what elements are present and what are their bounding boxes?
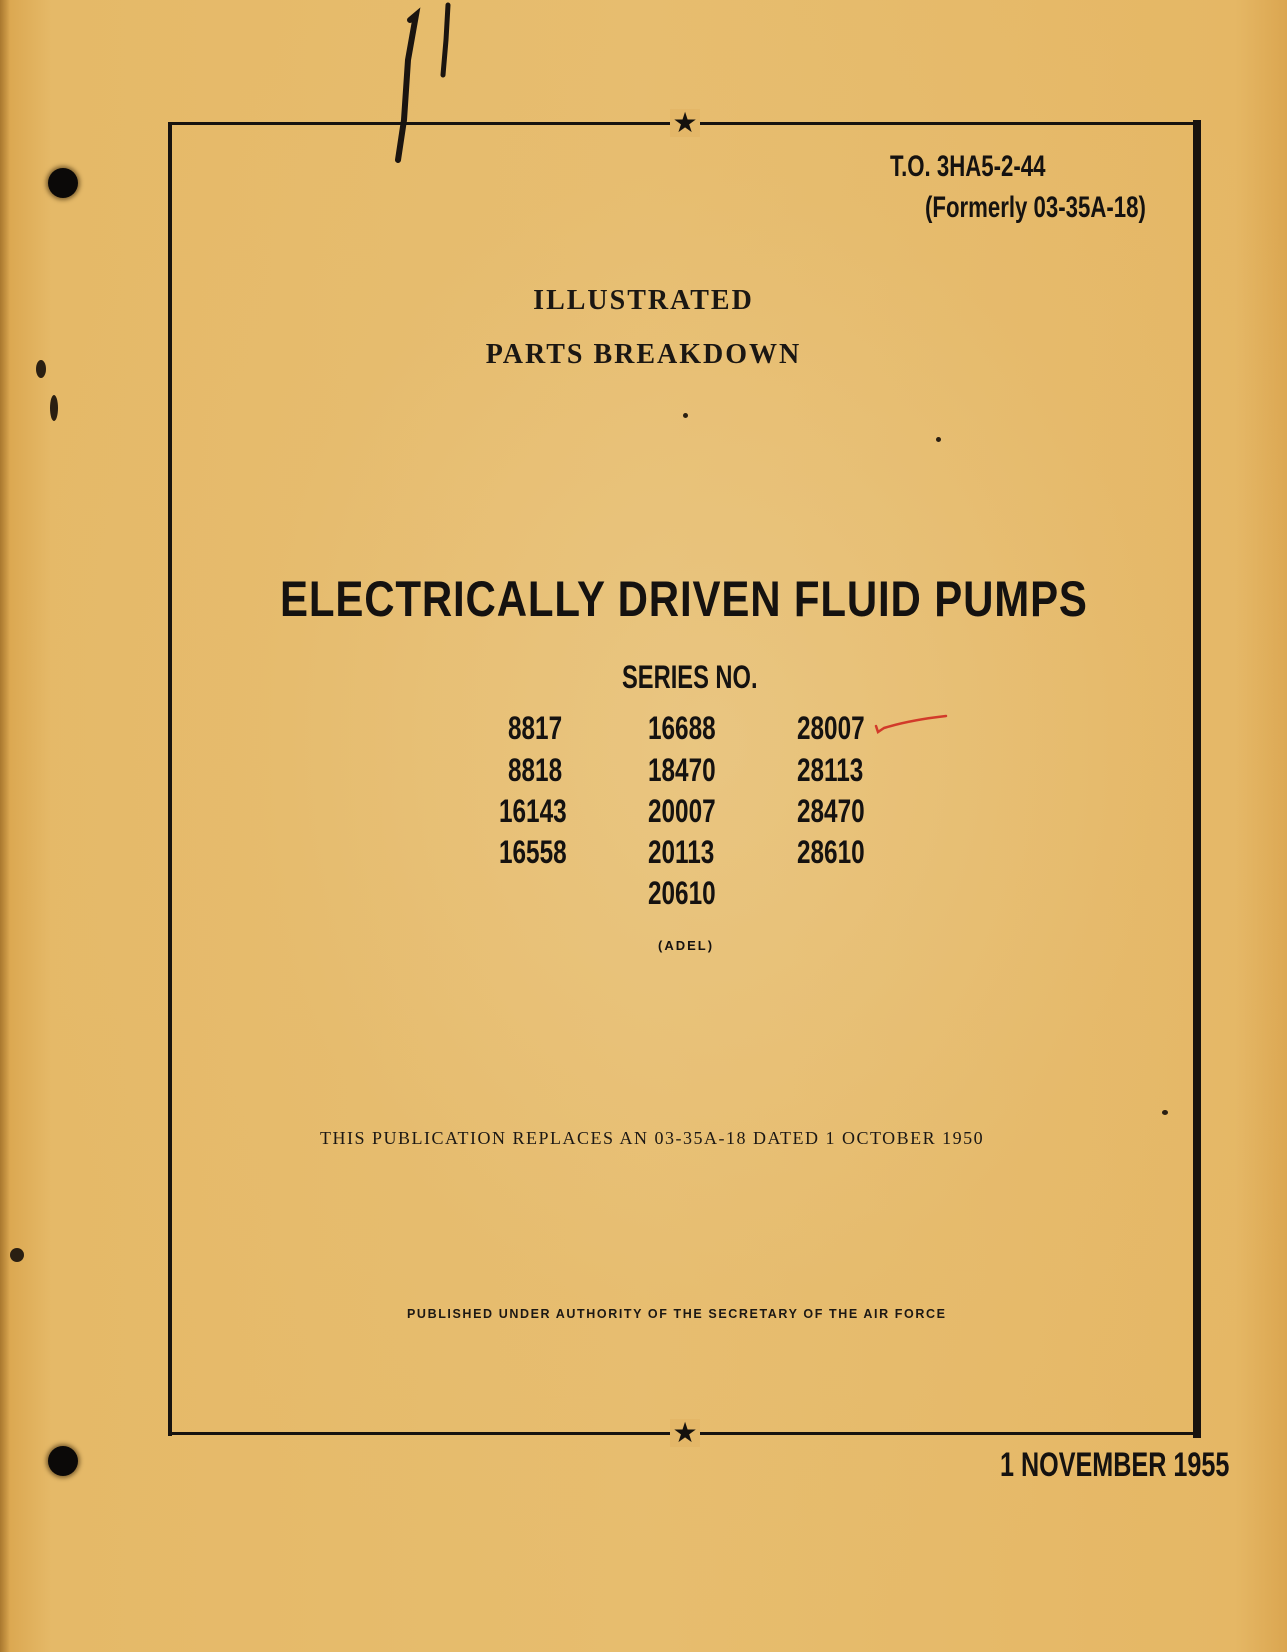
series-number: 28470 [797,793,865,829]
former-number: (Formerly 03-35A-18) [925,191,1146,224]
star-icon: ★ [670,1419,700,1447]
manufacturer-label: (ADEL) [658,938,715,953]
series-number: 8817 [508,710,563,746]
series-number: 28007 [797,710,865,746]
speck [936,437,941,442]
heading-line-1: ILLUSTRATED [533,285,754,316]
replaces-notice: THIS PUBLICATION REPLACES AN 03-35A-18 DATED 1 OCTOBER 1950 [320,1128,985,1148]
punch-hole-icon [48,168,78,198]
series-number: 8818 [508,752,563,788]
document-title: ELECTRICALLY DRIVEN FLUID PUMPS [280,571,1088,627]
speck [1162,1110,1168,1115]
speck [683,413,688,418]
authority-notice: PUBLISHED UNDER AUTHORITY OF THE SECRETARY OF THE AIR FORCE [407,1307,947,1321]
series-number: 20610 [648,875,716,911]
series-number: 20007 [648,793,716,829]
frame-left-rule [168,122,172,1436]
red-check-mark-icon [870,708,950,738]
binding-mark-icon [388,0,458,170]
publication-date: 1 NOVEMBER 1955 [1000,1446,1230,1484]
series-number: 16143 [499,793,567,829]
punch-hole-icon [48,1446,78,1476]
heading-line-2: PARTS BREAKDOWN [485,339,802,370]
series-number: 16558 [499,834,567,870]
speck [10,1248,24,1262]
series-number: 18470 [648,752,716,788]
speck [50,395,58,421]
series-label: SERIES NO. [622,659,758,695]
series-number: 28113 [797,752,864,788]
series-number: 16688 [648,710,716,746]
paper-edge-shadow [0,0,10,1652]
frame-right-rule [1193,120,1201,1438]
series-number: 28610 [797,834,865,870]
star-icon: ★ [670,109,700,137]
series-number: 20113 [648,834,715,870]
technical-order-number: T.O. 3HA5-2-44 [890,150,1046,183]
